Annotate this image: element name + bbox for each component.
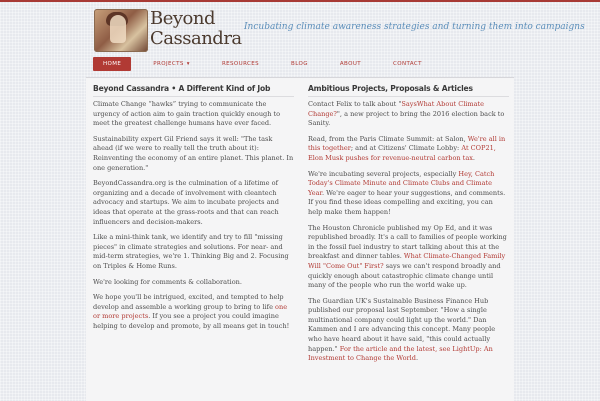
chevron-down-icon: ▾ bbox=[186, 61, 190, 67]
site-tagline: Incubating climate awareness strategies and turning them into campaigns bbox=[244, 22, 585, 32]
top-accent-line bbox=[0, 0, 600, 2]
projects-paragraph-1 bbox=[308, 100, 509, 129]
main-content bbox=[86, 77, 514, 401]
nav-home-label: HOME bbox=[103, 61, 122, 67]
main-nav bbox=[93, 57, 444, 71]
intro-paragraph-5: We're looking for comments & collaboration. bbox=[93, 277, 242, 286]
intro-paragraph-1: Climate Change “hawks” trying to communicate the urgency of action aim to gain traction quickly enough to meet the greatest challenge humans have ever faced. bbox=[93, 100, 281, 128]
text-run: The Houston Chronicle published my Op Ed, and it was republished broadly. It's a call to families of people working in the fossil fuel industry to start talking about this at the breakfast and dinner tables. bbox=[308, 223, 507, 261]
text-run: says we can't respond broadly and quickly enough about catastrophic climate change until many of the people who run the world wake up. bbox=[308, 261, 501, 290]
nav-resources[interactable] bbox=[212, 57, 269, 71]
text-run: ; and at Citizens' Climate Lobby: bbox=[350, 144, 462, 153]
nav-projects[interactable] bbox=[143, 57, 200, 71]
lightup-link[interactable]: For the article and the latest, see LightUp: An Investment to Change the World bbox=[308, 344, 493, 363]
projects-paragraph-5 bbox=[308, 297, 509, 364]
intro-paragraph-4: Like a mini-think tank, we identify and try to fill "missing pieces" in climate strategies and solutions. For near- and mid-term strategies, we're 1. Thinking Big and 2. Focusing on Triples & Home Runs. bbox=[93, 233, 289, 270]
nav-about-label: ABOUT bbox=[339, 61, 362, 67]
projects-heading: Ambitious Projects, Proposals & Articles bbox=[308, 84, 509, 97]
intro-paragraph-3: BeyondCassandra.org is the culmination of a lifetime of organizing and a decade of involvement with cleantech advocacy and startups. We aim to incubate projects and ideas that operate at the grass-roots and that can reach influencers and decision-makers. bbox=[93, 179, 279, 226]
text-run: We hope you'll be intrigued, excited, and tempted to help develop and assemble a working group to bring to life bbox=[93, 293, 284, 311]
projects-column bbox=[308, 84, 509, 370]
nav-contact-label: CONTACT bbox=[393, 61, 422, 67]
op-ed-link[interactable]: What Climate-Changed Family Will "Come Out" First? bbox=[308, 252, 506, 270]
text-run: Read, from the Paris Climate Summit: at Salon, bbox=[308, 134, 468, 143]
nav-blog-label: BLOG bbox=[291, 61, 308, 67]
nav-resources-label: RESOURCES bbox=[221, 61, 260, 67]
logo-line-2: Cassandra bbox=[150, 28, 242, 49]
text-run: We're incubating several projects, especially bbox=[308, 169, 459, 178]
nav-home[interactable] bbox=[93, 57, 131, 71]
projects-paragraph-3 bbox=[308, 170, 509, 218]
intro-column bbox=[93, 84, 294, 337]
intro-paragraph-6 bbox=[93, 293, 294, 331]
text-run: Contact Felix to talk about " bbox=[308, 100, 402, 108]
text-run: . bbox=[415, 354, 419, 363]
projects-paragraph-4 bbox=[308, 224, 509, 291]
cassandra-portrait-image bbox=[94, 9, 148, 52]
projects-link[interactable]: one or more projects bbox=[93, 302, 288, 321]
nav-projects-label: PROJECTS bbox=[153, 61, 184, 67]
projects-paragraph-2 bbox=[308, 135, 509, 164]
cop21-article-link[interactable]: At COP21, Elon Musk pushes for revenue-neutral carbon tax bbox=[308, 144, 496, 162]
text-run: . If you see a project you could imagine helping to develop and promote, by all means get in touch! bbox=[93, 312, 290, 330]
text-run: . We're eager to hear your suggestions, and comments. If you find these ideas compelling and exciting, you can help make them happen! bbox=[308, 188, 506, 216]
intro-heading: Beyond Cassandra • A Different Kind of Job bbox=[93, 84, 294, 97]
text-run: ", a new project to bring the 2016 election back to Sanity. bbox=[308, 109, 505, 128]
logo-line-1: Beyond bbox=[150, 8, 216, 29]
portrait-figure bbox=[110, 15, 126, 43]
climate-minute-link[interactable]: Hey, Catch Today's Climate Minute and Climate Clubs and Climate Year bbox=[308, 169, 495, 197]
intro-paragraph-2: Sustainability expert Gil Friend says it well: "The task ahead (if we were to really tell the truth about it): Reinventing the economy of an entire planet. This planet. In one generation." bbox=[93, 134, 294, 172]
nav-contact[interactable] bbox=[383, 57, 432, 71]
text-run: . bbox=[472, 153, 476, 162]
sayswhat-link[interactable]: SaysWhat About Climate Change? bbox=[308, 100, 485, 118]
site-logo[interactable] bbox=[94, 8, 242, 52]
text-run: The Guardian UK's Sustainable Business Finance Hub published our proposal last September. "How a single multinational company could light up the world." Dan Kammen and I are advancing this concept. Many people who have heard about it have said, "this could actually happen." bbox=[308, 296, 496, 353]
logo-wordmark bbox=[150, 8, 242, 49]
nav-about[interactable] bbox=[330, 57, 371, 71]
salon-article-link[interactable]: We're all in this together bbox=[308, 134, 506, 153]
nav-blog[interactable] bbox=[281, 57, 318, 71]
